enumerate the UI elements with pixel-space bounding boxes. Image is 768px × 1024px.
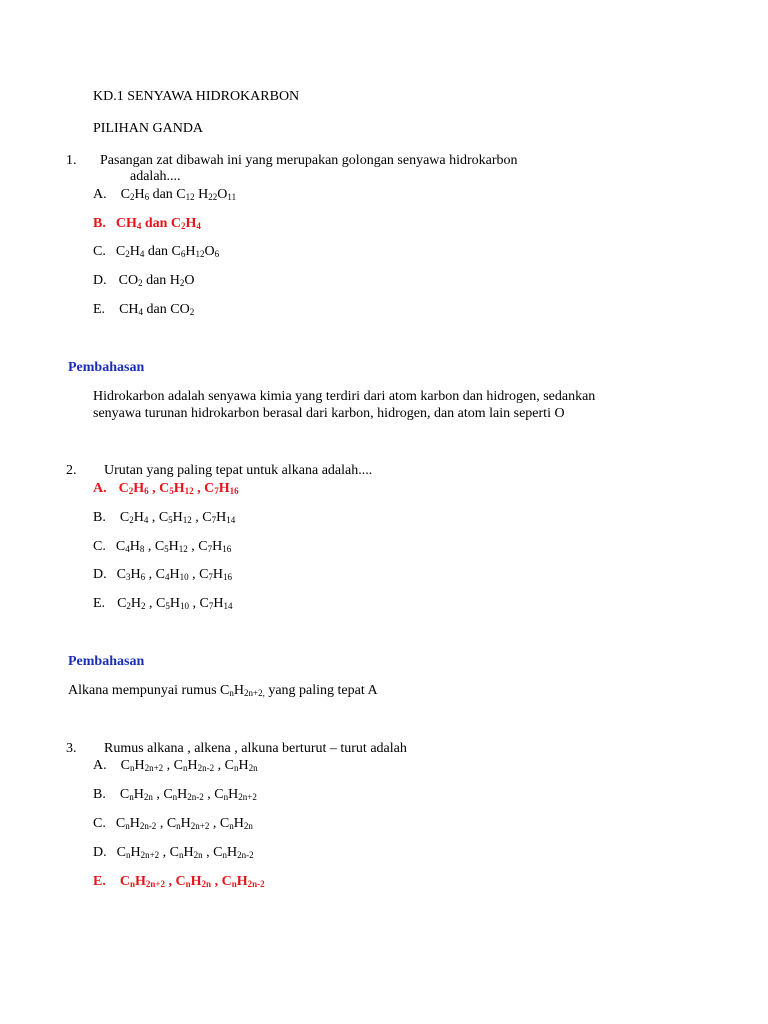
question-1-option-b (93, 215, 201, 232)
option-formula: $CH_4$ dan $C_2H_4$ (115, 216, 201, 231)
question-1-number: 1. (66, 153, 77, 168)
option-letter: B. (93, 216, 106, 231)
question-3-option-c (93, 815, 253, 832)
question-2-option-d (93, 566, 232, 583)
option-letter: E. (93, 874, 106, 889)
question-1-option-a (93, 186, 236, 203)
option-formula: $C_nH_{2n+2}$ , $C_nH_{2n}$ , $C_nH_{2n-2}$ (116, 845, 254, 860)
question-1-option-d (93, 272, 195, 289)
question-2-option-c (93, 538, 231, 555)
question-1-option-e (93, 301, 194, 318)
option-letter: D. (93, 845, 107, 860)
question-3-option-b (93, 786, 257, 803)
option-formula: $C_nH_{2n+2}$ , $C_nH_{2n}$ , $C_nH_{2n-2}$ (119, 874, 265, 889)
option-formula: $CO_2$ dan $H_2O$ (118, 273, 195, 288)
option-letter: E. (93, 302, 106, 317)
option-formula: $C_2H_4$ , $C_5H_{12}$ , $C_7H_{14}$ (119, 510, 236, 525)
doc-title: KD.1 SENYAWA HIDROKARBON (93, 89, 300, 104)
option-letter: E. (93, 596, 106, 611)
option-formula: $C_2H_4$ dan $C_6H_{12}O_6$ (115, 244, 220, 259)
option-letter: A. (93, 481, 107, 496)
explanation-2-text: Alkana mempunyai rumus $C_nH_{2n+2,}$ yang paling tepat A (68, 683, 378, 698)
option-formula: $C_2H_2$ , $C_5H_{10}$ , $C_7H_{14}$ (117, 596, 233, 611)
question-2-number: 2. (66, 463, 77, 478)
option-formula: $C_4H_8$ , $C_5H_{12}$ , $C_7H_{16}$ (115, 539, 232, 554)
explanation-1-line-1: Hidrokarbon adalah senyawa kimia yang terdiri dari atom karbon dan hidrogen, sedankan (93, 389, 596, 404)
question-1-text: Pasangan zat dibawah ini yang merupakan golongan senyawa hidrokarbon (100, 153, 518, 168)
option-letter: A. (93, 758, 107, 773)
option-letter: B. (93, 787, 106, 802)
explanation-1-heading: Pembahasan (68, 360, 145, 375)
question-3-text: Rumus alkana , alkena , alkuna berturut – turut adalah (104, 741, 407, 756)
explanation-1-line-2: senyawa turunan hidrokarbon berasal dari karbon, hidrogen, dan atom lain seperti O (93, 406, 565, 421)
option-formula: $C_3H_6$ , $C_4H_{10}$ , $C_7H_{16}$ (116, 567, 233, 582)
question-1-text-cont: adalah.... (130, 169, 181, 184)
option-letter: C. (93, 539, 106, 554)
option-letter: B. (93, 510, 106, 525)
option-letter: A. (93, 187, 107, 202)
explanation-2-heading: Pembahasan (68, 654, 145, 669)
option-letter: C. (93, 244, 106, 259)
question-2-option-b (93, 509, 235, 526)
question-1-option-c (93, 243, 219, 260)
option-letter: D. (93, 273, 107, 288)
option-formula: $C_2H_6$ dan $C_{12}$ $H_{22}O_{11}$ (120, 187, 237, 202)
option-letter: D. (93, 567, 107, 582)
question-2-option-a (93, 480, 239, 497)
option-formula: $C_nH_{2n+2}$ , $C_nH_{2n-2}$ , $C_nH_{2n}$ (120, 758, 258, 773)
question-3-option-d (93, 844, 254, 861)
option-letter: C. (93, 816, 106, 831)
question-3-option-a (93, 757, 258, 774)
option-formula: $CH_4$ dan $CO_2$ (119, 302, 195, 317)
doc-subtitle: PILIHAN GANDA (93, 121, 204, 136)
option-formula: $C_2H_6$ , $C_5H_{12}$ , $C_7H_{16}$ (118, 481, 239, 496)
option-formula: $C_nH_{2n-2}$ , $C_nH_{2n+2}$ , $C_nH_{2n}$ (115, 816, 253, 831)
option-formula: $C_nH_{2n}$ , $C_nH_{2n-2}$ , $C_nH_{2n+2}$ (119, 787, 257, 802)
question-2-option-e (93, 595, 232, 612)
question-3-option-e (93, 873, 265, 890)
question-3-number: 3. (66, 741, 77, 756)
question-2-text: Urutan yang paling tepat untuk alkana adalah.... (104, 463, 373, 478)
